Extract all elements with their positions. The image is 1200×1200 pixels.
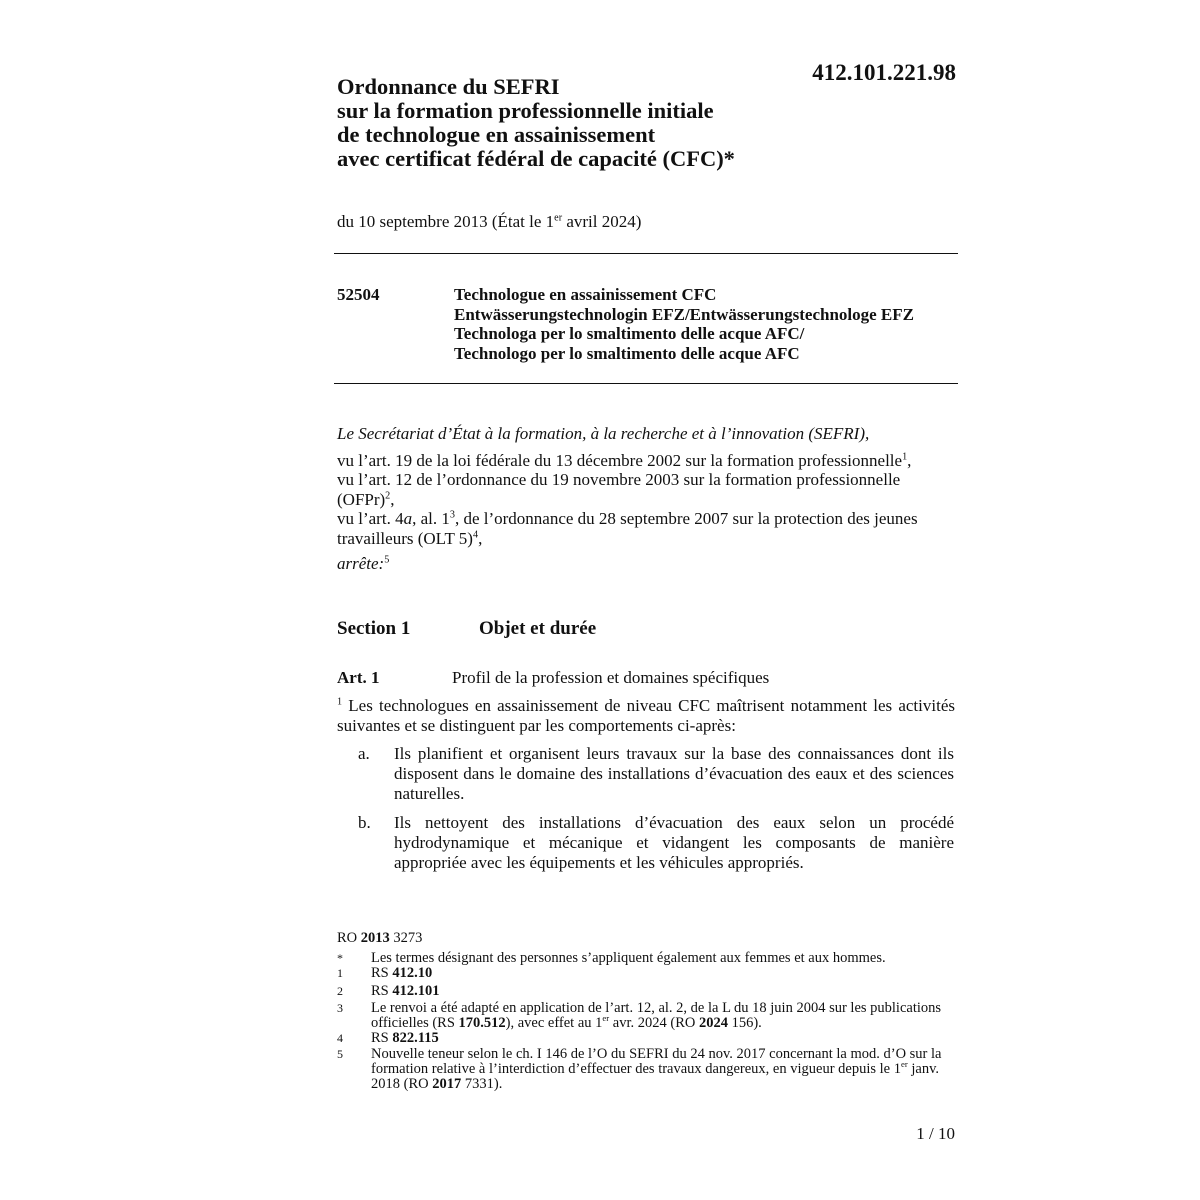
section-heading <box>337 618 597 640</box>
ro-year: 2013 <box>360 930 390 946</box>
date-text-end: avril 2024) <box>562 212 642 231</box>
section-label: Section 1 <box>337 618 411 639</box>
profession-name-it-f: Technologa per lo smaltimento delle acque AFC/ <box>454 324 805 343</box>
legal-basis-3 <box>337 509 957 548</box>
footnote-ref-3[interactable]: 3 <box>449 509 455 521</box>
rs-link[interactable]: 170.512 <box>458 1015 506 1031</box>
profession-code: 52504 <box>337 285 380 304</box>
rs-prefix: RS <box>371 983 393 999</box>
footnote-text <box>371 966 957 981</box>
rs-prefix: RS <box>371 965 393 981</box>
date-superscript: er <box>554 212 563 224</box>
footnote-marker: 4 <box>337 1031 343 1045</box>
rs-number: 412.101.221.98 <box>812 60 956 85</box>
article-number: Art. 1 <box>337 668 380 687</box>
decision-clause <box>337 554 957 574</box>
rs-link[interactable]: 822.115 <box>392 1030 439 1046</box>
footnote-text <box>371 1031 957 1046</box>
profession-name-de: Entwässerungstechnologin EFZ/Entwässerungstechnologe EFZ <box>454 304 914 324</box>
issuing-authority: Le Secrétariat d’État à la formation, à la recherche et à l’innovation (SEFRI), <box>337 424 870 443</box>
footnote-marker: 5 <box>337 1047 343 1061</box>
footnote-text <box>371 1047 957 1092</box>
ro-reference <box>337 930 422 947</box>
profession-name-fr: Technologue en assainissement CFC <box>454 285 717 304</box>
list-item-letter: b. <box>358 813 371 832</box>
ro-link[interactable]: 2024 <box>698 1015 728 1031</box>
legal-basis-text: vu l’art. 12 de l’ordonnance du 19 novembre 2003 sur la formation professionnelle (OFPr) <box>337 470 901 509</box>
paragraph-number: 1 <box>337 696 343 708</box>
footnote-text <box>371 1001 957 1031</box>
legal-basis-text: vu l’art. 4 <box>337 509 404 528</box>
article-heading <box>337 668 957 688</box>
profession-names <box>454 285 954 363</box>
list-item-text: Ils planifient et organisent leurs travaux sur la base des connaissances dont ils disposent dans le domaine des installations d’évacuation des eaux et des sciences naturelles. <box>394 744 954 803</box>
footnote-ref-2[interactable]: 2 <box>385 489 391 501</box>
footnote-segment: janv. 2018 (RO <box>371 1061 940 1092</box>
decision-text: arrête: <box>337 554 385 573</box>
footnote-marker: * <box>337 951 343 965</box>
title-line-1: Ordonnance du SEFRI <box>337 74 560 99</box>
footnote-segment: ), avec effet au 1 <box>505 1015 603 1031</box>
ro-prefix: RO <box>337 930 361 946</box>
title-line-2: sur la formation professionnelle initiale <box>337 98 714 123</box>
footnote-ref-1[interactable]: 1 <box>902 450 908 462</box>
ordinance-date <box>337 212 641 232</box>
footnote-marker: 3 <box>337 1001 343 1015</box>
title-line-3: de technologue en assainissement <box>337 122 656 147</box>
punct: , <box>907 450 912 470</box>
footnote-segment: avr. 2024 (RO <box>609 1015 699 1031</box>
horizontal-rule <box>334 383 958 384</box>
footnote-ref-4[interactable]: 4 <box>472 528 479 540</box>
footnote-superscript: er <box>602 1013 610 1024</box>
legal-basis-1 <box>337 451 957 471</box>
list-item-text: Ils nettoyent des installations d’évacuation des eaux selon un procédé hydrodynamique et mécanique et vidangent les composants de manière appropriée avec les équipements et les véhicules appropriés. <box>394 813 954 872</box>
footnote-ref-5[interactable]: 5 <box>384 554 390 566</box>
paragraph-text: Les technologues en assainissement de niveau CFC maîtrisent notamment les activités suivantes et se distinguent par les comportements ci-après: <box>337 696 955 735</box>
footnote-segment: Le renvoi a été adapté en application de l’art. 12, al. 2, de la L du 18 juin 2004 sur les publications officielles (RS <box>371 1000 942 1031</box>
punct: , <box>478 528 483 548</box>
ordinance-title <box>337 75 797 171</box>
page-number: 1 / 10 <box>916 1124 955 1143</box>
article-paragraph <box>337 696 955 735</box>
ro-page: 3273 <box>389 930 423 946</box>
footnote-segment: 7331). <box>461 1076 503 1092</box>
section-title: Objet et durée <box>479 618 597 639</box>
footnote-marker: 1 <box>337 966 343 980</box>
footnote-text <box>371 984 957 999</box>
title-line-4: avec certificat fédéral de capacité (CFC)* <box>337 146 735 171</box>
article-title: Profil de la profession et domaines spécifiques <box>452 668 770 687</box>
footnote-marker: 2 <box>337 984 343 998</box>
legal-basis-text: vu l’art. 19 de la loi fédérale du 13 décembre 2002 sur la formation professionnelle <box>337 450 903 470</box>
horizontal-rule <box>334 253 958 254</box>
legal-basis-2 <box>337 470 957 509</box>
rs-link[interactable]: 412.10 <box>392 965 433 981</box>
rs-prefix: RS <box>371 1030 393 1046</box>
footnote-segment: Nouvelle teneur selon le ch. I 146 de l’O du SEFRI du 24 nov. 2017 concernant la mod. d’O sur la formation relative à l’interdiction d’effectuer des travaux dangereux, en vigueur depuis le 1 <box>371 1046 942 1077</box>
ro-link[interactable]: 2017 <box>432 1076 462 1092</box>
footnote-text: Les termes désignant des personnes s’appliquent également aux femmes et aux hommes. <box>371 950 886 966</box>
date-text: du 10 septembre 2013 (État le 1 <box>337 212 555 231</box>
profession-name-it-m: Technologo per lo smaltimento delle acque AFC <box>454 343 800 363</box>
footnote-segment: 156). <box>727 1015 762 1031</box>
footnote-superscript: er <box>900 1059 908 1070</box>
article-letter: a <box>403 509 413 528</box>
list-item-letter: a. <box>358 744 370 763</box>
legal-basis-text: , al. 1 <box>412 509 450 528</box>
legal-basis-text: , de l’ordonnance du 28 septembre 2007 sur la protection des jeunes travailleurs (OLT 5) <box>337 509 918 548</box>
punct: , <box>390 489 395 509</box>
rs-link[interactable]: 412.101 <box>392 983 440 999</box>
preamble <box>337 424 957 574</box>
